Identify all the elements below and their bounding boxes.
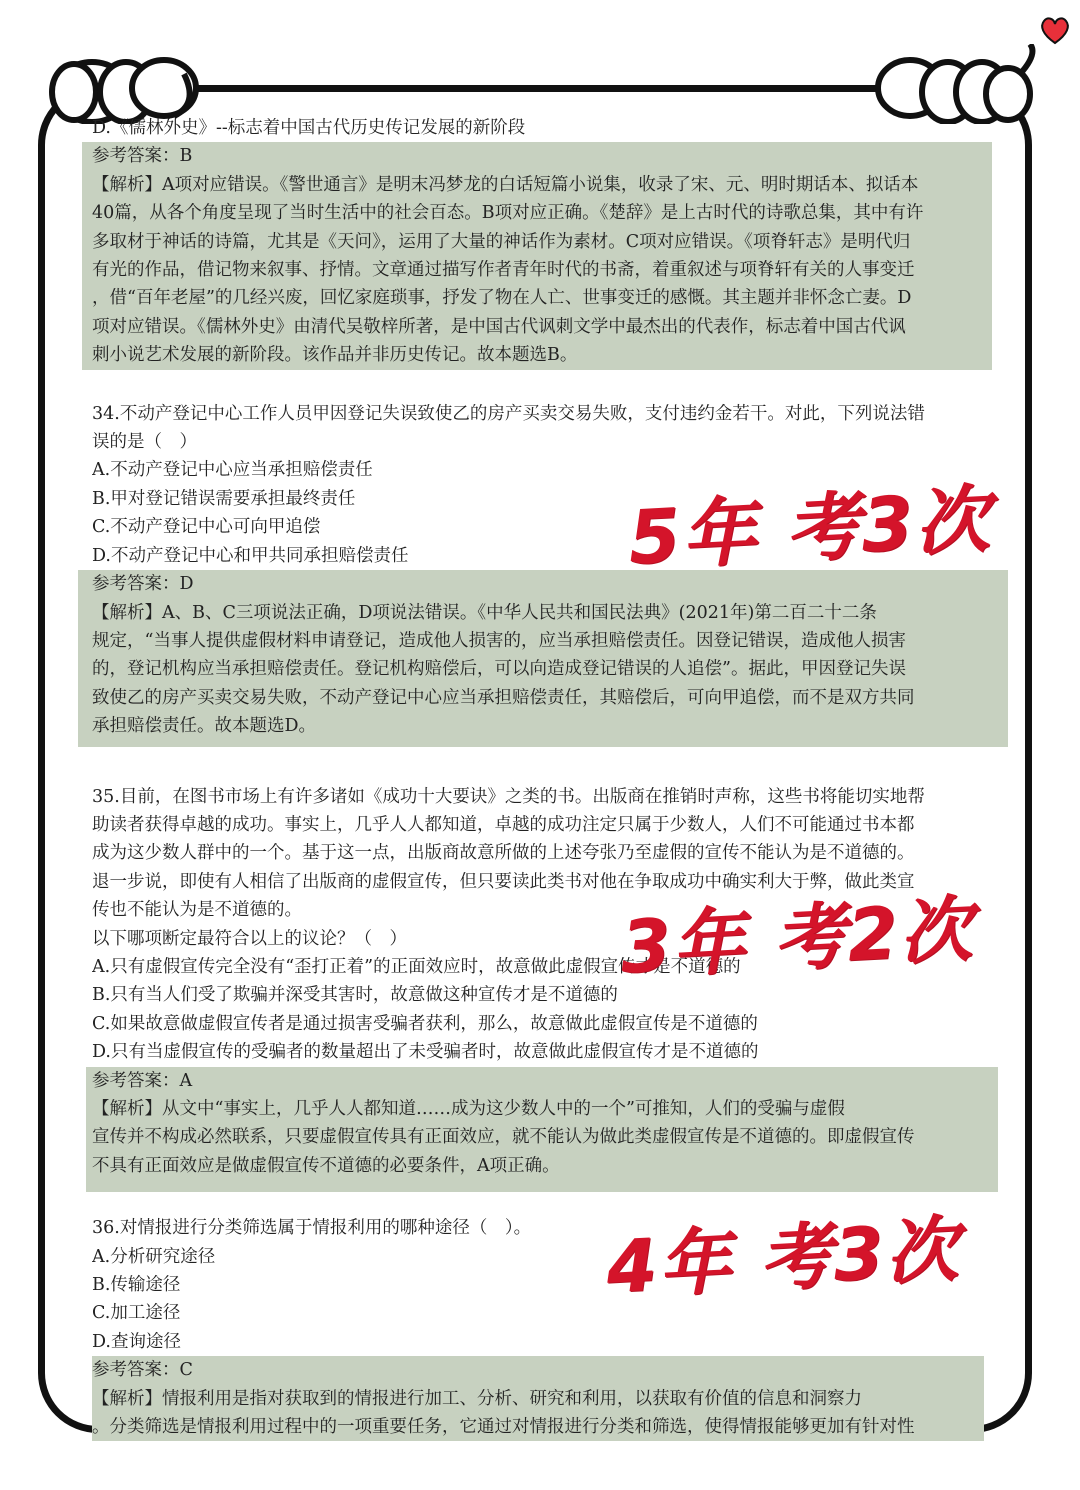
q35-option: C.如果故意做虚假宣传者是通过损害受骗者获利，那么，故意做此虚假宣传是不道德的 <box>92 1013 758 1034</box>
q34-analysis-line: 【解析】A、B、C三项说法正确，D项说法错误。《中华人民共和国民法典》(2021年)第二百二十二条 <box>92 602 877 623</box>
left-hand-decoration <box>44 44 204 124</box>
q35-option: B.只有当人们受了欺骗并深受其害时，故意做这种宣传才是不道德的 <box>92 985 618 1006</box>
q33-option-d: D.《儒林外史》--标志着中国古代历史传记发展的新阶段 <box>92 118 526 138</box>
heart-icon <box>1038 14 1072 46</box>
q34-answer-box <box>78 570 1008 746</box>
q36-frequency-stamp: 4年 考3次 <box>604 1206 962 1310</box>
q33-analysis-line: ，借“百年老屋”的几经兴废，回忆家庭琐事，抒发了物在人亡、世事变迁的感慨。其主题并非怀念亡妻。D <box>92 288 912 309</box>
q35-question: 助读者获得卓越的成功。事实上，几乎人人都知道，卓越的成功注定只属于少数人，人们不可能通过书本都 <box>92 814 915 835</box>
q34-answer: 参考答案：D <box>92 574 194 595</box>
q34-frequency-stamp: 5年 考3次 <box>626 476 994 582</box>
q35-analysis-line: 不具有正面效应是做虚假宣传不道德的必要条件，A项正确。 <box>92 1155 560 1176</box>
q35-question: 35.目前，在图书市场上有许多诸如《成功十大要诀》之类的书。出版商在推销时声称，这些书将能切实地帮 <box>92 786 925 807</box>
q36-analysis-line: 。分类筛选是情报利用过程中的一项重要任务，它通过对情报进行分类和筛选，使得情报能够更加有针对性 <box>92 1417 915 1438</box>
q36-option: B.传输途径 <box>92 1275 181 1296</box>
q34-option: A.不动产登记中心应当承担赔偿责任 <box>92 460 373 481</box>
q33-answer-box <box>82 142 992 369</box>
q35-option: D.只有当虚假宣传的受骗者的数量超出了未受骗者时，故意做此虚假宣传才是不道德的 <box>92 1042 759 1063</box>
q34-option: D.不动产登记中心和甲共同承担赔偿责任 <box>92 545 409 566</box>
q33-analysis-line: 项对应错误。《儒林外史》由清代吴敬梓所著，是中国古代讽刺文学中最杰出的代表作，标志着中国古代讽 <box>92 316 906 337</box>
q33-analysis-line: 多取材于神话的诗篇，尤其是《天问》，运用了大量的神话作为素材。C项对应错误。《项脊轩志》是明代归 <box>92 231 911 252</box>
q36-option: A.分析研究途径 <box>92 1246 216 1267</box>
q35-analysis-line: 【解析】从文中“事实上，几乎人人都知道……成为这少数人中的一个”可推知，人们的受骗与虚假 <box>92 1099 845 1119</box>
q36-answer: 参考答案：C <box>92 1360 193 1381</box>
q33-analysis-line: 刺小说艺术发展的新阶段。该作品并非历史传记。故本题选B。 <box>92 345 578 366</box>
q35-analysis-line: 宣传并不构成必然联系，只要虚假宣传具有正面效应，就不能认为做此类虚假宣传是不道德的。即虚假宣传 <box>92 1127 915 1148</box>
q35-question: 传也不能认为是不道德的。 <box>92 900 302 921</box>
q36-answer-box <box>92 1356 984 1441</box>
q33-answer: 参考答案：B <box>92 146 193 167</box>
q35-frequency-stamp: 3年 考2次 <box>618 886 976 990</box>
q34-analysis-line: 致使乙的房产买卖交易失败，不动产登记中心应当承担赔偿责任，其赔偿后，可向甲追偿，而不是双方共同 <box>92 687 915 708</box>
q35-question: 成为这少数人群中的一个。基于这一点，出版商故意所做的上述夸张乃至虚假的宣传不能认为是不道德的。 <box>92 843 915 864</box>
q34-option: C.不动产登记中心可向甲追偿 <box>92 517 321 538</box>
q35-answer-box <box>86 1067 998 1193</box>
q35-question: 以下哪项断定最符合以上的议论？（ ） <box>92 928 407 949</box>
q34-analysis-line: 规定，“当事人提供虚假材料申请登记，造成他人损害的，应当承担赔偿责任。因登记错误，造成他人损害 <box>92 630 906 651</box>
q34-analysis-line: 的，登记机构应当承担赔偿责任。登记机构赔偿后，可以向造成登记错误的人追偿”。据此，甲因登记失误 <box>92 659 906 680</box>
q34-analysis-line: 承担赔偿责任。故本题选D。 <box>92 716 317 737</box>
q35-answer: 参考答案：A <box>92 1070 193 1091</box>
q36-analysis-line: 【解析】情报利用是指对获取到的情报进行加工、分析、研究和利用，以获取有价值的信息和洞察力 <box>92 1388 862 1409</box>
q35-question: 退一步说，即使有人相信了出版商的虚假宣传，但只要读此类书对他在争取成功中确实利大于弊，做此类宣 <box>92 871 915 892</box>
q36-option: D.查询途径 <box>92 1331 181 1352</box>
q34-question: 34.不动产登记中心工作人员甲因登记失误致使乙的房产买卖交易失败，支付违约金若干。对此，下列说法错 <box>92 403 925 424</box>
q34-option: B.甲对登记错误需要承担最终责任 <box>92 488 356 509</box>
q36-question: 36.对情报进行分类筛选属于情报利用的哪种途径（ ）。 <box>92 1218 532 1239</box>
q33-analysis-line: 【解析】A项对应错误。《警世通言》是明末冯梦龙的白话短篇小说集，收录了宋、元、明时期话本、拟话本 <box>92 174 919 195</box>
q33-analysis-line: 有光的作品，借记物来叙事、抒情。文章通过描写作者青年时代的书斋，着重叙述与项脊轩有关的人事变迁 <box>92 260 915 281</box>
q33-analysis-line: 40篇，从各个角度呈现了当时生活中的社会百态。B项对应正确。《楚辞》是上古时代的诗歌总集，其中有许 <box>92 203 924 224</box>
right-hand-decoration <box>870 44 1040 124</box>
q36-option: C.加工途径 <box>92 1303 181 1324</box>
q35-option: A.只有虚假宣传完全没有“歪打正着”的正面效应时，故意做此虚假宣传才是不道德的 <box>92 956 741 977</box>
q34-question: 误的是（ ） <box>92 432 197 453</box>
